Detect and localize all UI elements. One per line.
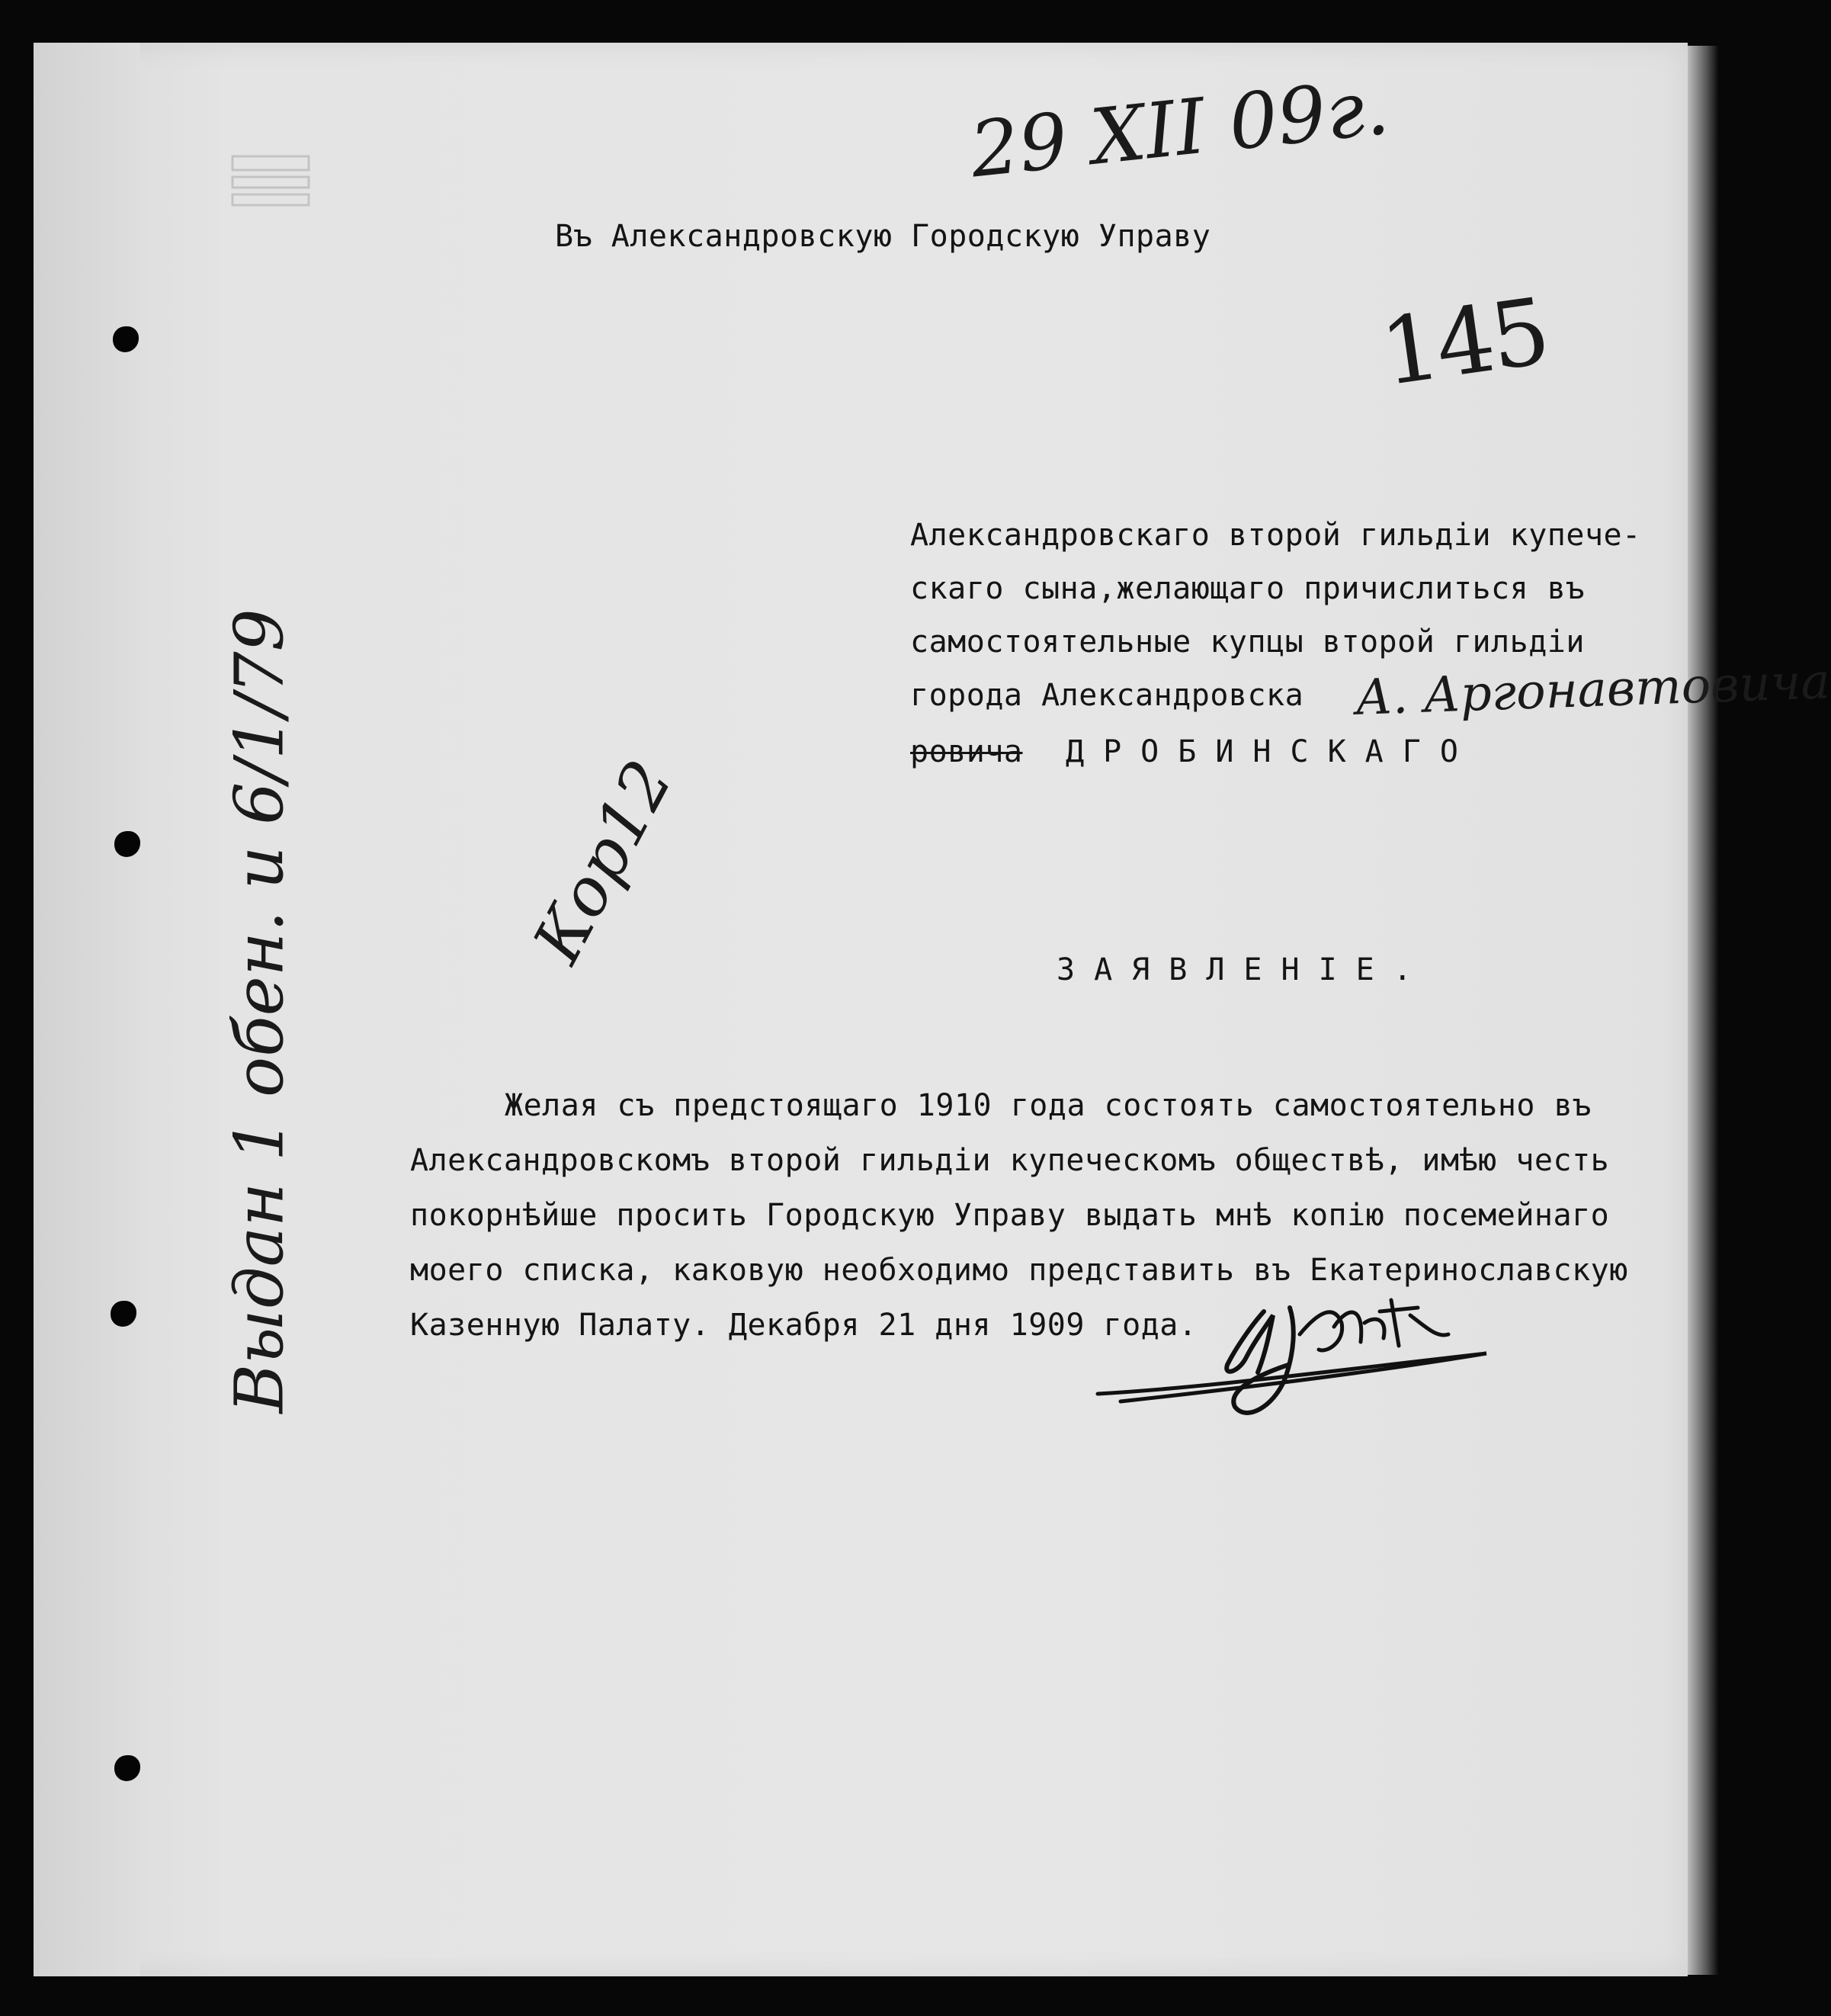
page-edge-shadow xyxy=(1688,46,1718,1975)
faint-stamp-mark xyxy=(229,152,313,213)
struck-out-word: ровича xyxy=(910,734,1023,769)
small-handwritten-note: Кор12 xyxy=(518,748,688,975)
body-line-3: покорнѣйше просить Городскую Управу выдать мнѣ копiю посемейнаго xyxy=(410,1198,1610,1233)
body-line-5: Казенную Палату. Декабря 21 дня 1909 года. xyxy=(410,1308,1198,1343)
margin-note-vertical: Выдан 1 обен. и 6/1/79 xyxy=(220,608,299,1414)
addressee-line: Въ Александровскую Городскую Управу xyxy=(555,219,1211,254)
petitioner-surname: ДРОБИНСКАГО xyxy=(1066,734,1477,769)
inserted-handwritten-name: А. Аргонавтовича xyxy=(1354,653,1831,727)
body-line-2: Александровскомъ второй гильдiи купеческомъ обществѣ, имѣю честь xyxy=(410,1143,1610,1178)
folio-number: 145 xyxy=(1374,278,1554,407)
petitioner-line-2: скаго сына,желающаго причислиться въ xyxy=(910,571,1585,606)
body-line-4: моего списка, каковую необходимо представить въ Екатеринославскую xyxy=(410,1253,1628,1288)
body-line-1: Желая съ предстоящаго 1910 года состоять самостоятельно въ xyxy=(505,1088,1592,1123)
signature xyxy=(1090,1281,1502,1426)
petitioner-line-1: Александровскаго второй гильдiи купече- xyxy=(910,518,1641,553)
petitioner-line-3: самостоятельные купцы второй гильдiи xyxy=(910,624,1585,660)
petitioner-line-4: города Александровска xyxy=(910,678,1304,713)
handwritten-date: 29 XII 09г. xyxy=(966,62,1393,195)
document-title: ЗАЯВЛЕНIЕ. xyxy=(1057,952,1431,987)
